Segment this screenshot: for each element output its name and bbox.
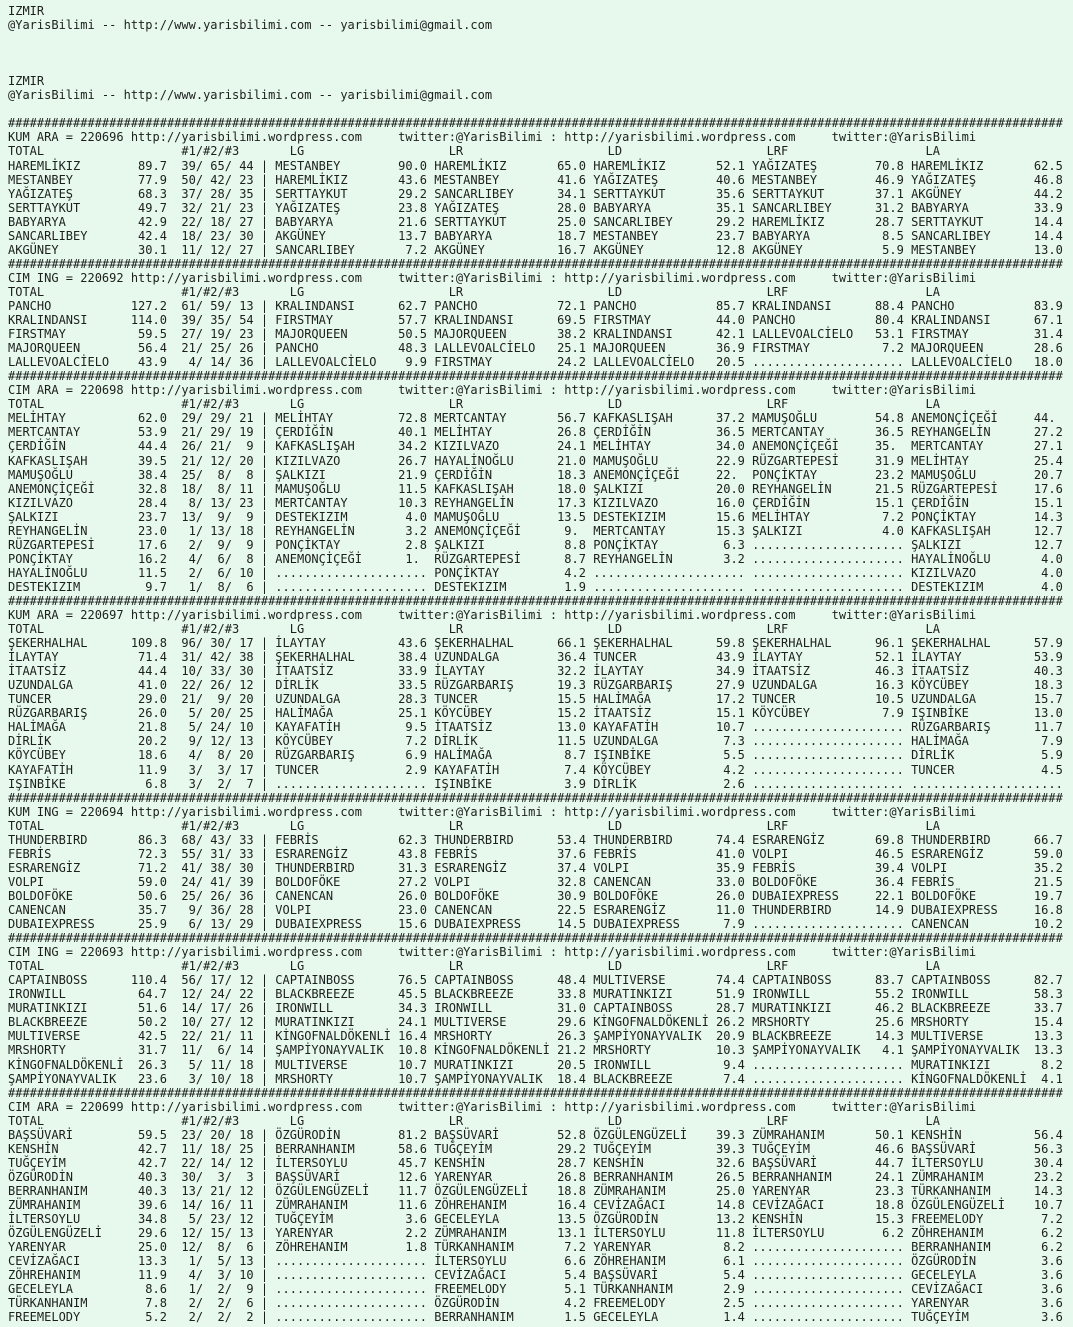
table-row: BABYARYA 42.9 22/ 18/ 27 | BABYARYA 21.6 SERTTAYKUT 25.0 SANCARLIBEY 29.2 HAREMLİKIZ 28.7 SERTTAYKUT 14.4: [8, 214, 1071, 229]
section-separator: ##################################################################################################################################################: [8, 256, 1063, 271]
table-row: BOLDOFÖKE 50.6 25/ 26/ 36 | CANENCAN 26.0 BOLDOFÖKE 30.9 BOLDOFÖKE 26.0 DUBAIEXPRESS 22.1 BOLDOFÖKE 19.7: [8, 888, 1071, 903]
section-separator: ##################################################################################################################################################: [8, 593, 1063, 608]
table-row: MRSHORTY 31.7 11/ 6/ 14 | ŞAMPİYONAYVALIK 10.8 KİNGOFNALDÖKENLİ 21.2 MRSHORTY 10.3 ŞAMPİYONAYVALIK 4.1 ŞAMPİYONAYVALIK 13.3: [8, 1043, 1071, 1058]
column-header-row: TOTAL #1/#2/#3 LG LR LD LRF LA: [8, 959, 940, 974]
table-row: TUNCER 29.0 21/ 9/ 20 | UZUNDALGA 28.3 TUNCER 15.5 HALİMAĞA 17.2 TUNCER 10.5 UZUNDALGA 15.7: [8, 692, 1071, 707]
table-row: MERTCANTAY 53.9 21/ 29/ 19 | ÇERDİĞİN 40.1 MELİHTAY 26.8 ÇERDİĞİN 36.5 MERTCANTAY 36.5 REYHANGELİN 27.2: [8, 425, 1071, 440]
column-header-row: TOTAL #1/#2/#3 LG LR LD LRF LA: [8, 397, 940, 412]
table-row: ŞEKERHALHAL 109.8 96/ 30/ 17 | İLAYTAY 43.6 ŞEKERHALHAL 66.1 ŞEKERHALHAL 59.8 ŞEKERHALHAL 96.1 ŞEKERHALHAL 57.9: [8, 636, 1071, 651]
report-byline: @YarisBilimi -- http://www.yarisbilimi.com -- yarisbilimi@gmail.com: [8, 88, 493, 103]
section-header: CIM ING = 220693 http://yarisbilimi.wordpress.com twitter:@YarisBilimi : http://yarisbilimi.wordpress.com twitter:@YarisBilimi: [8, 945, 977, 960]
table-row: IŞINBİKE 6.8 3/ 2/ 7 | ..................... IŞINBİKE 3.9 DİRLİK 2.6 ..................... .....................: [8, 776, 1071, 791]
table-row: KÖYCÜBEY 18.6 4/ 8/ 20 | RÜZGARBARIŞ 6.9 HALİMAĞA 8.7 IŞINBİKE 5.5 ..................... DİRLİK 5.9: [8, 748, 1071, 763]
table-row: SANCARLIBEY 42.4 18/ 23/ 30 | AKGÜNEY 13.7 BABYARYA 18.7 MESTANBEY 23.7 BABYARYA 8.5 SANCARLIBEY 14.4: [8, 228, 1071, 243]
table-row: YARENYAR 25.0 12/ 8/ 6 | ZÖHREHANIM 1.8 TÜRKANHANIM 7.2 YARENYAR 8.2 ..................... BERRANHANIM 6.2: [8, 1240, 1071, 1255]
report-sections: [8, 116, 1073, 1324]
section-separator: ##################################################################################################################################################: [8, 116, 1063, 131]
table-row: KİNGOFNALDÖKENLİ 26.3 5/ 11/ 18 | MULTIVERSE 10.7 MURATINKIZI 20.5 IRONWILL 9.4 ..................... MURATINKIZI 8.2: [8, 1057, 1071, 1072]
column-header-row: TOTAL #1/#2/#3 LG LR LD LRF LA: [8, 284, 940, 299]
column-header-row: TOTAL #1/#2/#3 LG LR LD LRF LA: [8, 818, 940, 833]
table-row: ŞAMPİYONAYVALIK 23.6 3/ 10/ 18 | MRSHORTY 10.7 ŞAMPİYONAYVALIK 18.4 BLACKBREEZE 7.4 ..................... KİNGOFNALDÖKENLİ 4.1: [8, 1071, 1071, 1086]
table-row: DESTEKIZIM 9.7 1/ 8/ 6 | ..................... DESTEKIZIM 1.9 ..................... ..................... DESTEKIZIM 4.0: [8, 579, 1071, 594]
table-row: GECELEYLA 8.6 1/ 2/ 9 | ..................... FREEMELODY 5.1 TÜRKANHANIM 2.9 ..................... CEVİZAĞACI 3.6: [8, 1282, 1071, 1297]
table-row: ÖZGÜLENGÜZELİ 29.6 12/ 15/ 13 | YARENYAR 2.2 ZÜMRAHANIM 13.1 İLTERSOYLU 11.8 İLTERSOYLU 6.2 ZÖHREHANIM 6.2: [8, 1226, 1071, 1241]
section-separator: ##################################################################################################################################################: [8, 369, 1063, 384]
table-row: REYHANGELİN 23.0 1/ 13/ 18 | REYHANGELİN 3.2 ANEMONÇİÇEĞİ 9. MERTCANTAY 15.3 ŞALKIZI 4.0 KAFKASLIŞAH 12.7: [8, 523, 1071, 538]
table-row: BAŞSÜVARİ 59.5 23/ 20/ 18 | ÖZGÜRODİN 81.2 BAŞSÜVARİ 52.8 ÖZGÜLENGÜZELİ 39.3 ZÜMRAHANIM 50.1 KENSHİN 56.4: [8, 1127, 1071, 1142]
table-row: MAMUŞOĞLU 38.4 25/ 8/ 8 | ŞALKIZI 21.9 ÇERDİĞİN 18.3 ANEMONÇİÇEĞİ 22. PONÇİKTAY 23.2 MAMUŞOĞLU 20.7: [8, 467, 1071, 482]
table-row: MESTANBEY 77.9 50/ 42/ 23 | HAREMLİKIZ 43.6 MESTANBEY 41.6 YAĞIZATEŞ 40.6 MESTANBEY 46.9 YAĞIZATEŞ 46.8: [8, 172, 1071, 187]
table-row: SERTTAYKUT 49.7 32/ 21/ 23 | YAĞIZATEŞ 23.8 YAĞIZATEŞ 28.0 BABYARYA 35.1 SANCARLIBEY 31.2 BABYARYA 33.9: [8, 200, 1071, 215]
table-row: FREEMELODY 5.2 2/ 2/ 2 | ..................... BERRANHANIM 1.5 GECELEYLA 1.4 ..................... TUĞÇEYİM 3.6: [8, 1310, 1071, 1325]
table-row: KAYAFATİH 11.9 3/ 3/ 17 | TUNCER 2.9 KAYAFATİH 7.4 KÖYCÜBEY 4.2 ..................... TUNCER 4.5: [8, 762, 1071, 777]
column-header-row: TOTAL #1/#2/#3 LG LR LD LRF LA: [8, 622, 940, 637]
table-row: PONÇİKTAY 16.2 4/ 6/ 8 | ANEMONÇİÇEĞİ 1. RÜZGARTEPESİ 8.7 REYHANGELİN 3.2 ..................... HAYALİNOĞLU 4.0: [8, 551, 1071, 566]
section-header: KUM ARA = 220696 http://yarisbilimi.wordpress.com twitter:@YarisBilimi : http://yarisbilimi.wordpress.com twitter:@YarisBilimi: [8, 130, 977, 145]
table-row: DİRLİK 20.2 9/ 12/ 13 | KÖYCÜBEY 7.2 DİRLİK 11.5 UZUNDALGA 7.3 ..................... HALİMAĞA 7.9: [8, 734, 1071, 749]
section-separator: ##################################################################################################################################################: [8, 790, 1063, 805]
report-location: IZMIR: [8, 74, 45, 89]
table-row: İLAYTAY 71.4 31/ 42/ 38 | ŞEKERHALHAL 38.4 UZUNDALGA 36.4 TUNCER 43.9 İLAYTAY 52.1 İLAYTAY 53.9: [8, 650, 1071, 665]
table-row: ÇERDİĞİN 44.4 26/ 21/ 9 | KAFKASLIŞAH 34.2 KIZILVAZO 24.1 MELİHTAY 34.0 ANEMONÇİÇEĞİ 35. MERTCANTAY 27.1: [8, 439, 1071, 454]
table-row: PANCHO 127.2 61/ 59/ 13 | KRALINDANSI 62.7 PANCHO 72.1 PANCHO 85.7 KRALINDANSI 88.4 PANCHO 83.9: [8, 298, 1071, 313]
section-header: CIM ING = 220692 http://yarisbilimi.wordpress.com twitter:@YarisBilimi : http://yarisbilimi.wordpress.com twitter:@YarisBilimi: [8, 270, 977, 285]
report-byline: @YarisBilimi -- http://www.yarisbilimi.com -- yarisbilimi@gmail.com: [8, 18, 493, 33]
table-row: ESRARENGİZ 71.2 41/ 38/ 30 | THUNDERBIRD 31.3 ESRARENGİZ 37.4 VOLPI 35.9 FEBRİS 39.4 VOLPI 35.2: [8, 860, 1071, 875]
table-row: HALİMAĞA 21.8 5/ 24/ 10 | KAYAFATİH 9.5 İTAATSİZ 13.0 KAYAFATİH 10.7 ..................... RÜZGARBARIŞ 11.7: [8, 720, 1071, 735]
section-header: CIM ARA = 220699 http://yarisbilimi.wordpress.com twitter:@YarisBilimi : http://yarisbilimi.wordpress.com twitter:@YarisBilimi: [8, 1099, 977, 1114]
section-separator: ##################################################################################################################################################: [8, 1085, 1063, 1100]
column-header-row: TOTAL #1/#2/#3 LG LR LD LRF LA: [8, 144, 940, 159]
table-row: VOLPI 59.0 24/ 41/ 39 | BOLDOFÖKE 27.2 VOLPI 32.8 CANENCAN 33.0 BOLDOFÖKE 36.4 FEBRİS 21.5: [8, 874, 1071, 889]
table-row: KAFKASLIŞAH 39.5 21/ 12/ 20 | KIZILVAZO 26.7 HAYALİNOĞLU 21.0 MAMUŞOĞLU 22.9 RÜZGARTEPESİ 31.9 MELİHTAY 25.4: [8, 453, 1071, 468]
table-row: AKGÜNEY 30.1 11/ 12/ 27 | SANCARLIBEY 7.2 AKGÜNEY 16.7 AKGÜNEY 12.8 AKGÜNEY 5.9 MESTANBEY 13.0: [8, 242, 1071, 257]
blank-line: [8, 32, 1073, 46]
column-header-row: TOTAL #1/#2/#3 LG LR LD LRF LA: [8, 1113, 940, 1128]
table-row: FIRSTMAY 59.5 27/ 19/ 23 | MAJORQUEEN 50.5 MAJORQUEEN 38.2 KRALINDANSI 42.1 LALLEVOALCİELO 53.1 FIRSTMAY 31.4: [8, 327, 1071, 342]
section-header: KUM ING = 220694 http://yarisbilimi.wordpress.com twitter:@YarisBilimi : http://yarisbilimi.wordpress.com twitter:@YarisBilimi: [8, 804, 977, 819]
table-row: MELİHTAY 62.0 29/ 29/ 21 | MELİHTAY 72.8 MERTCANTAY 56.7 KAFKASLIŞAH 37.2 MAMUŞOĞLU 54.8 ANEMONÇİÇEĞİ 44.: [8, 411, 1071, 426]
table-row: BLACKBREEZE 50.2 10/ 27/ 12 | MURATINKIZI 24.1 MULTIVERSE 29.6 KİNGOFNALDÖKENLİ 26.2 MRSHORTY 25.6 MRSHORTY 15.4: [8, 1015, 1071, 1030]
blank-line: [8, 60, 1073, 74]
table-row: CANENCAN 35.7 9/ 36/ 28 | VOLPI 23.0 CANENCAN 22.5 ESRARENGİZ 11.0 THUNDERBIRD 14.9 DUBAIEXPRESS 16.8: [8, 903, 1071, 917]
table-row: RÜZGARBARIŞ 26.0 5/ 20/ 25 | HALİMAĞA 25.1 KÖYCÜBEY 15.2 İTAATSİZ 15.1 KÖYCÜBEY 7.9 IŞINBİKE 13.0: [8, 706, 1071, 721]
table-row: ÖZGÜRODİN 40.3 30/ 3/ 3 | BAŞSÜVARİ 12.6 YARENYAR 26.8 BERRANHANIM 26.5 BERRANHANIM 24.1 ZÜMRAHANIM 23.2: [8, 1169, 1071, 1184]
table-row: HAREMLİKIZ 89.7 39/ 65/ 44 | MESTANBEY 90.0 HAREMLİKIZ 65.0 HAREMLİKIZ 52.1 YAĞIZATEŞ 70.8 HAREMLİKIZ 62.5: [8, 158, 1071, 173]
table-row: IRONWILL 64.7 12/ 24/ 22 | BLACKBREEZE 45.5 BLACKBREEZE 33.8 MURATINKIZI 51.9 IRONWILL 55.2 IRONWILL 58.3: [8, 987, 1071, 1002]
section-header: KUM ARA = 220697 http://yarisbilimi.wordpress.com twitter:@YarisBilimi : http://yarisbilimi.wordpress.com twitter:@YarisBilimi: [8, 608, 977, 623]
table-row: MURATINKIZI 51.6 14/ 17/ 26 | IRONWILL 34.3 IRONWILL 31.0 CAPTAINBOSS 28.7 MURATINKIZI 46.2 BLACKBREEZE 33.7: [8, 1001, 1071, 1016]
blank-line: [8, 46, 1073, 60]
table-row: ŞALKIZI 23.7 13/ 9/ 9 | DESTEKIZIM 4.0 MAMUŞOĞLU 13.5 DESTEKIZIM 15.6 MELİHTAY 7.2 PONÇİKTAY 14.3: [8, 509, 1071, 524]
table-row: İLTERSOYLU 34.8 5/ 23/ 12 | TUĞÇEYİM 3.6 GECELEYLA 13.5 ÖZGÜRODİN 13.2 KENSHİN 15.3 FREEMELODY 7.2: [8, 1212, 1071, 1227]
table-row: RÜZGARTEPESİ 17.6 2/ 9/ 9 | PONÇİKTAY 2.8 ŞALKIZI 8.8 PONÇİKTAY 6.3 ..................... ŞALKIZI 12.7: [8, 537, 1071, 552]
table-row: THUNDERBIRD 86.3 68/ 43/ 33 | FEBRİS 62.3 THUNDERBIRD 53.4 THUNDERBIRD 74.4 ESRARENGİZ 69.8 THUNDERBIRD 66.7: [8, 832, 1071, 847]
table-row: MAJORQUEEN 56.4 21/ 25/ 26 | PANCHO 48.3 LALLEVOALCİELO 25.1 MAJORQUEEN 36.9 FIRSTMAY 7.2 MAJORQUEEN 28.6: [8, 341, 1071, 356]
table-row: CEVİZAĞACI 13.3 1/ 5/ 13 | ..................... İLTERSOYLU 6.6 ZÖHREHANIM 6.1 ..................... ÖZGÜRODİN 3.6: [8, 1254, 1071, 1269]
blank-line: [8, 102, 1073, 116]
section-header: CIM ARA = 220698 http://yarisbilimi.wordpress.com twitter:@YarisBilimi : http://yarisbilimi.wordpress.com twitter:@YarisBilimi: [8, 383, 977, 398]
table-row: DUBAIEXPRESS 25.9 6/ 13/ 29 | DUBAIEXPRESS 15.6 DUBAIEXPRESS 14.5 DUBAIEXPRESS 7.9 ..................... CANENCAN 10.2: [8, 917, 1071, 932]
table-row: FEBRİS 72.3 55/ 31/ 33 | ESRARENGİZ 43.8 FEBRİS 37.6 FEBRİS 41.0 VOLPI 46.5 ESRARENGİZ 59.0: [8, 846, 1071, 861]
table-row: TUĞÇEYİM 42.7 22/ 14/ 12 | İLTERSOYLU 45.7 KENSHİN 28.7 KENSHİN 32.6 BAŞSÜVARİ 44.7 İLTERSOYLU 30.4: [8, 1155, 1071, 1170]
table-row: ANEMONÇİÇEĞİ 32.8 18/ 8/ 11 | MAMUŞOĞLU 11.5 KAFKASLIŞAH 18.0 ŞALKIZI 20.0 REYHANGELİN 21.5 RÜZGARTEPESİ 17.6: [8, 481, 1071, 496]
table-row: İTAATSİZ 44.4 10/ 33/ 30 | İTAATSİZ 33.9 İLAYTAY 32.2 İLAYTAY 34.9 İTAATSİZ 46.3 İTAATSİZ 40.3: [8, 664, 1071, 679]
table-row: KIZILVAZO 28.4 8/ 13/ 23 | MERTCANTAY 10.3 REYHANGELİN 17.3 KIZILVAZO 16.0 ÇERDİĞİN 15.1 ÇERDİĞİN 15.1: [8, 495, 1071, 510]
table-row: LALLEVOALCİELO 43.9 4/ 14/ 36 | LALLEVOALCİELO 9.9 FIRSTMAY 24.2 LALLEVOALCİELO 20.5 ..................... LALLEVOALCİELO 18.0: [8, 355, 1071, 370]
table-row: ZÖHREHANIM 11.9 4/ 3/ 10 | ..................... CEVİZAĞACI 5.4 BAŞSÜVARİ 5.4 ..................... GECELEYLA 3.6: [8, 1268, 1071, 1283]
section-separator: ##################################################################################################################################################: [8, 931, 1063, 946]
table-row: KENSHİN 42.7 11/ 18/ 25 | BERRANHANIM 58.6 TUĞÇEYİM 29.2 TUĞÇEYİM 39.3 TUĞÇEYİM 46.6 BAŞSÜVARİ 56.3: [8, 1141, 1071, 1156]
table-row: KRALINDANSI 114.0 39/ 35/ 54 | FIRSTMAY 57.7 KRALINDANSI 69.5 FIRSTMAY 44.0 PANCHO 80.4 KRALINDANSI 67.1: [8, 313, 1071, 328]
table-row: CAPTAINBOSS 110.4 56/ 17/ 12 | CAPTAINBOSS 76.5 CAPTAINBOSS 48.4 MULTIVERSE 74.4 CAPTAINBOSS 83.7 CAPTAINBOSS 82.7: [8, 973, 1071, 988]
report-location: IZMIR: [8, 4, 45, 18]
table-row: UZUNDALGA 41.0 22/ 26/ 12 | DİRLİK 33.5 RÜZGARBARIŞ 19.3 RÜZGARBARIŞ 27.9 UZUNDALGA 16.3 KÖYCÜBEY 18.3: [8, 678, 1071, 693]
table-row: YAĞIZATEŞ 68.3 37/ 28/ 35 | SERTTAYKUT 29.2 SANCARLIBEY 34.1 SERTTAYKUT 35.6 SERTTAYKUT 37.1 AKGÜNEY 44.2: [8, 186, 1071, 201]
table-row: MULTIVERSE 42.5 22/ 21/ 11 | KİNGOFNALDÖKENLİ 16.4 MRSHORTY 26.3 ŞAMPİYONAYVALIK 20.9 BLACKBREEZE 14.3 MULTIVERSE 13.3: [8, 1029, 1071, 1044]
table-row: ZÜMRAHANIM 39.6 14/ 16/ 11 | ZÜMRAHANIM 11.6 ZÖHREHANIM 16.4 CEVİZAĞACI 14.8 CEVİZAĞACI 18.8 ÖZGÜLENGÜZELİ 10.7: [8, 1197, 1071, 1212]
table-row: TÜRKANHANIM 7.8 2/ 2/ 6 | ..................... ÖZGÜRODİN 4.2 FREEMELODY 2.5 ..................... YARENYAR 3.6: [8, 1296, 1071, 1311]
table-row: BERRANHANIM 40.3 13/ 21/ 12 | ÖZGÜLENGÜZELİ 11.7 ÖZGÜLENGÜZELİ 18.8 ZÜMRAHANIM 25.0 YARENYAR 23.3 TÜRKANHANIM 14.3: [8, 1183, 1071, 1198]
table-row: HAYALİNOĞLU 11.5 2/ 6/ 10 | ..................... PONÇİKTAY 4.2 ..................... ..................... KIZILVAZO 4.0: [8, 565, 1071, 580]
